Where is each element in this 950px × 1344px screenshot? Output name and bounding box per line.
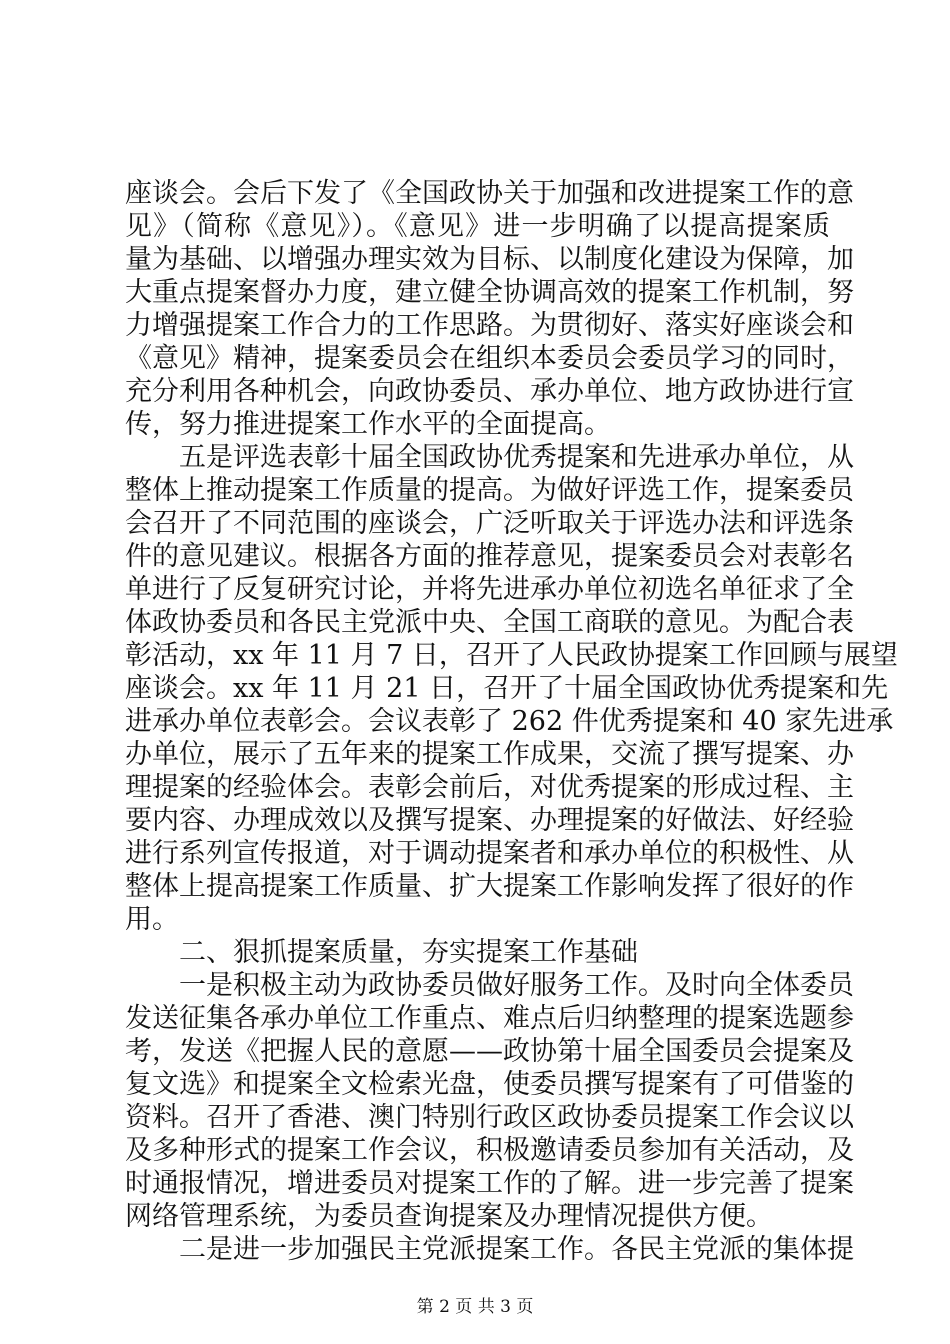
text-line: 考，发送《把握人民的意愿——政协第十届全国委员会提案及 [125, 1036, 854, 1067]
text-line: 网络管理系统，为委员查询提案及办理情况提供方便。 [125, 1201, 773, 1232]
text-line: 进承办单位表彰会。会议表彰了 262 件优秀提案和 40 家先进承 [125, 706, 894, 737]
text-line: 发送征集各承办单位工作重点、难点后归纳整理的提案选题参 [125, 1003, 854, 1034]
text-line: 力增强提案工作合力的工作思路。为贯彻好、落实好座谈会和 [125, 310, 854, 341]
text-line: 大重点提案督办力度，建立健全协调高效的提案工作机制，努 [125, 277, 854, 308]
text-line: 体政协委员和各民主党派中央、全国工商联的意见。为配合表 [125, 607, 854, 638]
text-line: 彰活动，xx 年 11 月 7 日，召开了人民政协提案工作回顾与展望 [125, 640, 898, 671]
text-line: 见》（简称《意见》）。《意见》进一步明确了以提高提案质 [125, 211, 830, 242]
text-line: 座谈会。会后下发了《全国政协关于加强和改进提案工作的意 [125, 178, 854, 209]
paragraph-start-line: 二是进一步加强民主党派提案工作。各民主党派的集体提 [179, 1234, 854, 1265]
paragraph-start-line: 五是评选表彰十届全国政协优秀提案和先进承办单位，从 [179, 442, 854, 473]
page-number-footer: 第 2 页 共 3 页 [416, 1297, 534, 1317]
text-line: 办单位，展示了五年来的提案工作成果，交流了撰写提案、办 [125, 739, 854, 770]
text-line: 进行系列宣传报道，对于调动提案者和承办单位的积极性、从 [125, 838, 854, 869]
text-line: 座谈会。xx 年 11 月 21 日，召开了十届全国政协优秀提案和先 [125, 673, 889, 704]
text-line: 单进行了反复研究讨论，并将先进承办单位初选名单征求了全 [125, 574, 854, 605]
section-heading: 二、狠抓提案质量，夯实提案工作基础 [179, 937, 638, 968]
text-line: 及多种形式的提案工作会议，积极邀请委员参加有关活动，及 [125, 1135, 854, 1166]
text-line: 会召开了不同范围的座谈会，广泛听取关于评选办法和评选条 [125, 508, 854, 539]
text-line: 用。 [125, 904, 179, 935]
text-line: 充分利用各种机会，向政协委员、承办单位、地方政协进行宣 [125, 376, 854, 407]
text-line: 传，努力推进提案工作水平的全面提高。 [125, 409, 611, 440]
text-line: 《意见》精神，提案委员会在组织本委员会委员学习的同时， [125, 343, 854, 374]
text-line: 时通报情况，增进委员对提案工作的了解。进一步完善了提案 [125, 1168, 854, 1199]
text-line: 量为基础、以增强办理实效为目标、以制度化建设为保障，加 [125, 244, 854, 275]
text-line: 复文选》和提案全文检索光盘，使委员撰写提案有了可借鉴的 [125, 1069, 854, 1100]
text-line: 资料。召开了香港、澳门特别行政区政协委员提案工作会议以 [125, 1102, 854, 1133]
text-line: 要内容、办理成效以及撰写提案、办理提案的好做法、好经验 [125, 805, 854, 836]
text-line: 整体上提高提案工作质量、扩大提案工作影响发挥了很好的作 [125, 871, 854, 902]
text-line: 理提案的经验体会。表彰会前后，对优秀提案的形成过程、主 [125, 772, 854, 803]
text-line: 件的意见建议。根据各方面的推荐意见，提案委员会对表彰名 [125, 541, 854, 572]
paragraph-start-line: 一是积极主动为政协委员做好服务工作。及时向全体委员 [179, 970, 854, 1001]
text-line: 整体上推动提案工作质量的提高。为做好评选工作，提案委员 [125, 475, 854, 506]
